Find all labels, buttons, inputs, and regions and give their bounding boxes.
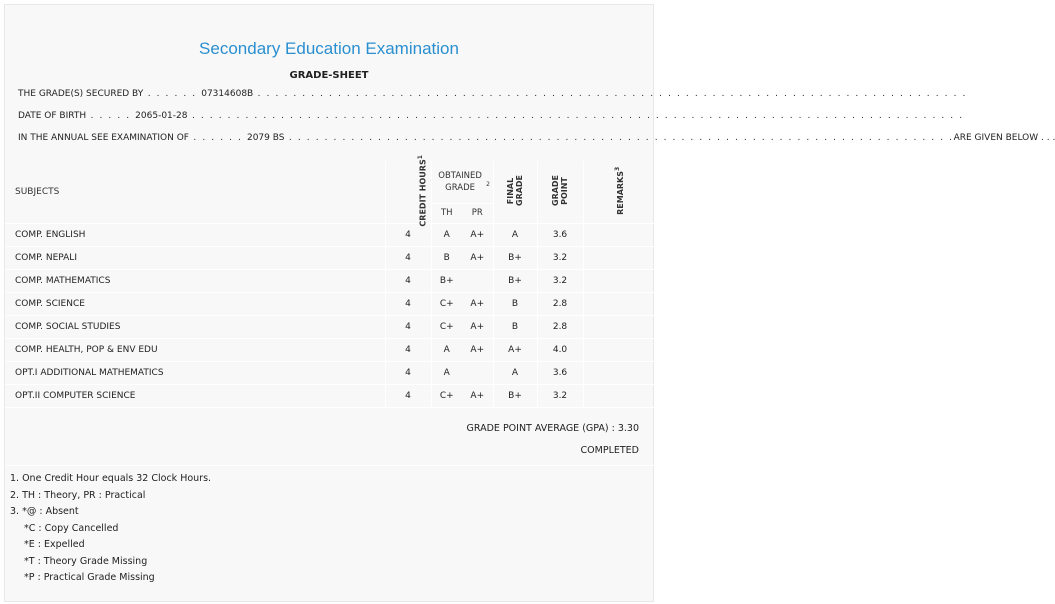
grade-point-cell: 3.6 (537, 223, 583, 246)
final-grade-cell: A+ (493, 338, 537, 361)
remarks-header: REMARKS$^3$ (583, 161, 655, 223)
credit-cell: 4 (385, 269, 431, 292)
credit-cell: 4 (385, 223, 431, 246)
remarks-cell (583, 292, 655, 315)
footnote-item: *P : Practical Grade Missing (24, 572, 155, 583)
subject-cell: OPT.II COMPUTER SCIENCE (5, 384, 385, 407)
credit-hours-header: CREDIT HOURS$^1$ (385, 161, 431, 223)
table-row (5, 361, 655, 384)
subject-cell: COMP. ENGLISH (5, 223, 385, 246)
pr-grade-cell: A+ (462, 338, 493, 361)
pr-grade-cell (462, 269, 493, 292)
th-grade-cell: B (431, 246, 462, 269)
status-text: COMPLETED (580, 445, 639, 456)
table-row (5, 338, 655, 361)
secured-by-label: THE GRADE(S) SECURED BY (18, 89, 144, 99)
th-grade-cell: A (431, 338, 462, 361)
credit-cell: 4 (385, 246, 431, 269)
secured-by-line: THE GRADE(S) SECURED BY . . . . . . 07314608B . . . . . . . . . . . . . . . . . . . . . . . . . . . . . . . . . . . . . . . . . . . . . . . . . . . . . . . . . . . . . . . . . . . . . . . . . . . . . . . . (18, 89, 967, 99)
grade-sheet (4, 4, 1055, 602)
dob-label: DATE OF BIRTH (18, 111, 87, 121)
grade-point-cell: 3.6 (537, 361, 583, 384)
divider (5, 465, 655, 466)
table-row (5, 315, 655, 338)
remarks-cell (583, 338, 655, 361)
remarks-cell (583, 361, 655, 384)
th-grade-cell: C+ (431, 292, 462, 315)
credit-cell: 4 (385, 315, 431, 338)
remarks-cell (583, 315, 655, 338)
pr-grade-cell: A+ (462, 246, 493, 269)
final-grade-cell: B (493, 315, 537, 338)
secured-by-value: 07314608B (201, 89, 254, 99)
pr-grade-cell: A+ (462, 315, 493, 338)
subject-cell: COMP. MATHEMATICS (5, 269, 385, 292)
dob-value: 2065-01-28 (135, 111, 188, 121)
credit-cell: 4 (385, 361, 431, 384)
th-grade-cell: A (431, 361, 462, 384)
subject-cell: COMP. SOCIAL STUDIES (5, 315, 385, 338)
th-grade-cell: B+ (431, 269, 462, 292)
remarks-cell (583, 384, 655, 407)
table-row (5, 246, 655, 269)
final-grade-cell: B+ (493, 269, 537, 292)
grade-point-cell: 2.8 (537, 292, 583, 315)
table-row (5, 384, 655, 407)
exam-tail: ARE GIVEN BELOW . . . (953, 133, 1055, 143)
grade-point-cell: 3.2 (537, 246, 583, 269)
subject-cell: COMP. NEPALI (5, 246, 385, 269)
footnote-item: 2. TH : Theory, PR : Practical (10, 489, 146, 501)
table-row (5, 269, 655, 292)
gpa-text: GRADE POINT AVERAGE (GPA) : 3.30 (466, 423, 639, 434)
pr-grade-cell (462, 361, 493, 384)
credit-cell: 4 (385, 292, 431, 315)
exam-value: 2079 BS (246, 133, 285, 143)
subject-cell: COMP. HEALTH, POP & ENV EDU (5, 338, 385, 361)
credit-cell: 4 (385, 384, 431, 407)
pr-grade-cell: A+ (462, 292, 493, 315)
grade-point-cell: 4.0 (537, 338, 583, 361)
footnote-item: *C : Copy Cancelled (24, 522, 119, 534)
final-grade-cell: A (493, 223, 537, 246)
pr-grade-cell: A+ (462, 223, 493, 246)
final-grade-cell: A (493, 361, 537, 384)
th-grade-cell: A (431, 223, 462, 246)
sheet-subtitle: GRADE-SHEET (289, 70, 369, 81)
table-row (5, 292, 655, 315)
final-grade-cell: B+ (493, 246, 537, 269)
subjects-header: SUBJECTS (5, 161, 385, 223)
footnote-item: 1. One Credit Hour equals 32 Clock Hours. (10, 473, 212, 484)
grade-point-cell: 2.8 (537, 315, 583, 338)
remarks-cell (583, 269, 655, 292)
final-grade-cell: B (493, 292, 537, 315)
dob-line: DATE OF BIRTH . . . . . 2065-01-28 . . . . . . . . . . . . . . . . . . . . . . . . . . . . . . . . . . . . . . . . . . . . . . . . . . . . . . . . . . . . . . . . . . . . . . . . . . . . . . . . . . . . . . . (18, 111, 964, 121)
grade-point-cell: 3.2 (537, 269, 583, 292)
obtained-grade-header: OBTAINED GRADE $^2$ (431, 161, 493, 203)
final-grade-cell: B+ (493, 384, 537, 407)
exam-label: IN THE ANNUAL SEE EXAMINATION OF (18, 133, 189, 143)
pr-grade-cell: A+ (462, 384, 493, 407)
table-row (5, 223, 655, 246)
footnote-item: *T : Theory Grade Missing (24, 555, 148, 567)
final-grade-header: FINAL GRADE (493, 161, 537, 223)
exam-line: IN THE ANNUAL SEE EXAMINATION OF . . . . . . 2079 BS . . . . . . . . . . . . . . . . . . . . . . . . . . . . . . . . . . . . . . . . . . . . . . . . . . . . . . . . . . . . . . . . . . . . . . . . . . . ARE GIVEN BELOW . . . (18, 133, 1055, 143)
pr-header: PR (462, 203, 493, 223)
footnote-item: 3. *@ : Absent (10, 506, 79, 517)
th-grade-cell: C+ (431, 384, 462, 407)
subject-cell: OPT.I ADDITIONAL MATHEMATICS (5, 361, 385, 384)
remarks-cell (583, 223, 655, 246)
th-grade-cell: C+ (431, 315, 462, 338)
footnotes (10, 471, 211, 587)
th-header: TH (431, 203, 462, 223)
grade-point-header: GRADE POINT (537, 161, 583, 223)
grade-table (5, 155, 655, 408)
credit-cell: 4 (385, 338, 431, 361)
remarks-cell (583, 246, 655, 269)
subject-cell: COMP. SCIENCE (5, 292, 385, 315)
grade-point-cell: 3.2 (537, 384, 583, 407)
page-title: Secondary Education Examination (199, 39, 459, 58)
footnote-item: *E : Expelled (24, 539, 85, 550)
